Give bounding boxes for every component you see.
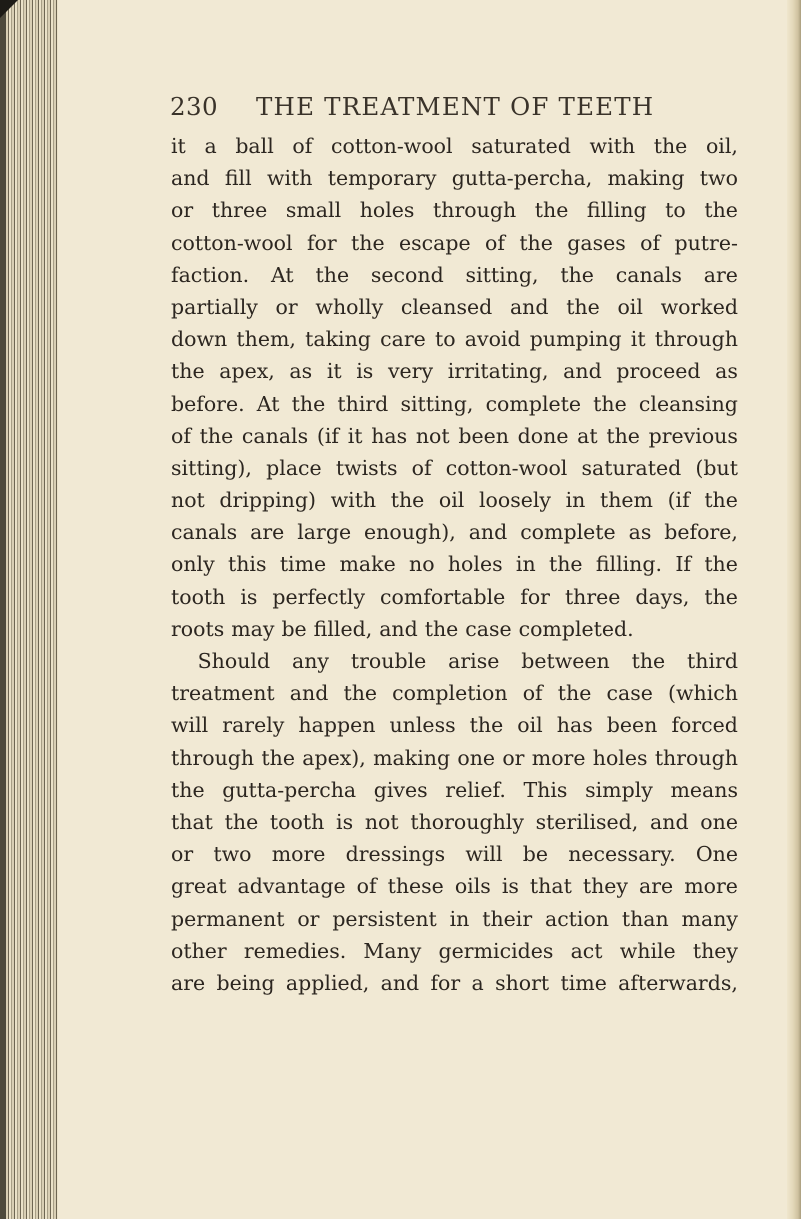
- word: enough),: [364, 520, 456, 545]
- word: comfortable: [380, 584, 506, 609]
- word: they: [692, 938, 738, 963]
- word: the: [171, 777, 205, 802]
- word: roots: [171, 616, 225, 641]
- word: it: [326, 359, 342, 384]
- word: time: [279, 552, 327, 577]
- word: making: [607, 166, 685, 191]
- word: time: [560, 970, 607, 995]
- word: unless: [389, 713, 456, 738]
- word: afterwards,: [618, 970, 738, 995]
- word: of: [292, 134, 313, 158]
- text-line: [171, 774, 738, 806]
- word: and: [468, 520, 508, 545]
- word: being: [216, 970, 275, 995]
- word: oil,: [705, 134, 738, 158]
- word: more: [271, 842, 326, 867]
- word: with: [330, 488, 377, 513]
- word: short: [495, 970, 550, 995]
- word: temporary: [327, 166, 437, 191]
- word: necessary.: [568, 842, 676, 867]
- word: it: [171, 134, 186, 158]
- word: worked: [660, 294, 738, 319]
- text-line: [171, 420, 738, 452]
- word: three: [211, 198, 268, 223]
- word: the: [351, 230, 385, 255]
- word: two: [213, 842, 252, 867]
- word: One: [695, 842, 738, 867]
- text-line: [171, 355, 738, 387]
- word: the: [560, 262, 594, 287]
- text-line: [171, 870, 738, 902]
- word: the: [704, 552, 738, 577]
- text-line: [171, 548, 738, 580]
- word: not: [171, 488, 205, 513]
- word: remedies.: [243, 938, 347, 963]
- binding-shadow: [0, 0, 6, 1219]
- word: three: [564, 584, 621, 609]
- word: and: [509, 294, 549, 319]
- word: is: [356, 359, 374, 384]
- word: the: [631, 649, 666, 673]
- word: their: [482, 906, 533, 931]
- page-number: 230: [170, 92, 218, 121]
- word: of: [522, 681, 543, 706]
- word: for: [430, 970, 461, 995]
- word: is: [240, 584, 258, 609]
- word: the: [390, 488, 425, 513]
- word: case: [606, 681, 653, 706]
- word: before,: [664, 520, 738, 545]
- text-line: [171, 677, 738, 709]
- word: for: [306, 230, 337, 255]
- word: holes: [592, 745, 648, 770]
- text-line: [171, 259, 738, 291]
- word: or: [171, 842, 194, 867]
- word: canals: [615, 262, 682, 287]
- word: a: [471, 970, 484, 995]
- word: has: [371, 423, 408, 448]
- word: them: [599, 488, 653, 513]
- word: gives: [373, 777, 428, 802]
- word: (if: [667, 488, 690, 513]
- word: cleansing: [638, 391, 738, 416]
- word: in: [565, 488, 586, 513]
- word: has: [556, 713, 593, 738]
- word: persistent: [332, 906, 437, 931]
- word: complete: [485, 391, 582, 416]
- corner-mark: [0, 0, 18, 18]
- word: and: [650, 809, 689, 834]
- word: gutta-percha,: [451, 166, 593, 191]
- text-line: [171, 227, 738, 259]
- text-line: [171, 581, 738, 613]
- word: the: [704, 584, 738, 609]
- word: relief.: [445, 777, 506, 802]
- word: irritating,: [447, 359, 549, 384]
- word: the: [704, 488, 738, 513]
- word: care: [380, 327, 426, 352]
- word: escape: [399, 230, 471, 255]
- word: they: [582, 874, 628, 899]
- word: dressings: [345, 842, 446, 867]
- word: of: [411, 455, 432, 480]
- word: small: [285, 198, 342, 223]
- word: make: [339, 552, 396, 577]
- word: holes: [447, 552, 503, 577]
- word: are: [639, 874, 674, 899]
- word: in: [515, 552, 536, 577]
- word: or: [275, 294, 298, 319]
- word: tooth: [171, 584, 226, 609]
- text-line: [171, 742, 738, 774]
- word: or: [297, 906, 320, 931]
- word: and: [563, 359, 602, 384]
- word: filled,: [313, 616, 373, 641]
- word: oil: [438, 488, 465, 513]
- word: (but: [695, 455, 738, 480]
- word: dripping): [219, 488, 316, 513]
- word: the: [343, 681, 378, 706]
- word: these: [387, 874, 444, 899]
- word: the: [606, 423, 640, 448]
- word: to: [665, 198, 686, 223]
- word: means: [670, 777, 738, 802]
- word: making: [373, 745, 451, 770]
- word: with: [589, 134, 636, 158]
- word: between: [521, 649, 610, 673]
- word: to: [434, 327, 456, 352]
- text-line: [171, 613, 738, 645]
- word: will: [171, 713, 209, 738]
- word: trouble: [350, 649, 427, 673]
- word: second: [370, 262, 444, 287]
- word: treatment: [171, 681, 275, 706]
- word: applied,: [285, 970, 370, 995]
- word: sitting),: [171, 455, 252, 480]
- word: the: [566, 294, 600, 319]
- text-line: [171, 484, 738, 516]
- word: filling.: [595, 552, 663, 577]
- word: is: [336, 809, 354, 834]
- word: germicides: [438, 938, 554, 963]
- word: not: [364, 809, 399, 834]
- word: than: [621, 906, 669, 931]
- text-line: [171, 645, 738, 677]
- word: perfectly: [272, 584, 366, 609]
- word: arise: [448, 649, 500, 673]
- word: at: [577, 423, 598, 448]
- word: been: [458, 423, 509, 448]
- word: gutta-percha: [222, 777, 357, 802]
- word: the: [424, 616, 459, 641]
- word: and: [379, 616, 418, 641]
- word: of: [171, 423, 191, 448]
- word: through: [654, 327, 738, 352]
- word: the: [548, 552, 583, 577]
- word: done: [517, 423, 569, 448]
- word: no: [409, 552, 435, 577]
- word: and: [171, 166, 210, 191]
- body-text: [171, 130, 738, 999]
- word: that: [171, 809, 213, 834]
- word: canals: [171, 520, 238, 545]
- word: the: [653, 134, 688, 158]
- word: forced: [671, 713, 738, 738]
- text-line: [171, 806, 738, 838]
- word: third: [337, 391, 389, 416]
- word: large: [297, 520, 352, 545]
- word: this: [227, 552, 267, 577]
- page-edge-left: [0, 0, 58, 1219]
- word: the: [291, 391, 326, 416]
- word: gases: [567, 230, 626, 255]
- word: that: [529, 874, 572, 899]
- text-line: [171, 838, 738, 870]
- word: pumping: [529, 327, 622, 352]
- word: of: [640, 230, 661, 255]
- word: it: [347, 423, 363, 448]
- word: loosely: [478, 488, 551, 513]
- word: apex),: [302, 745, 366, 770]
- word: oil: [517, 713, 543, 738]
- word: not: [415, 423, 450, 448]
- running-title: THE TREATMENT OF TEETH: [256, 92, 655, 121]
- word: or: [171, 198, 194, 223]
- word: putre-: [674, 230, 738, 255]
- text-line: [171, 291, 738, 323]
- text-line: [171, 935, 738, 967]
- word: advantage: [237, 874, 346, 899]
- word: are: [250, 520, 285, 545]
- word: while: [619, 938, 676, 963]
- word: the: [224, 809, 259, 834]
- word: place: [266, 455, 322, 480]
- word: cotton-wool: [445, 455, 568, 480]
- word: other: [171, 938, 227, 963]
- word: tooth: [269, 809, 325, 834]
- word: completion: [392, 681, 508, 706]
- word: thoroughly: [410, 809, 524, 834]
- word: are: [703, 262, 738, 287]
- word: or: [502, 745, 525, 770]
- word: action: [544, 906, 610, 931]
- text-line: [171, 452, 738, 484]
- word: been: [606, 713, 658, 738]
- word: it: [630, 327, 646, 352]
- word: any: [291, 649, 329, 673]
- word: permanent: [171, 906, 285, 931]
- word: sitting,: [400, 391, 474, 416]
- word: apex,: [219, 359, 275, 384]
- word: act: [570, 938, 603, 963]
- word: one: [700, 809, 738, 834]
- word: At: [256, 391, 280, 416]
- word: is: [501, 874, 519, 899]
- word: them,: [236, 327, 296, 352]
- word: (which: [667, 681, 738, 706]
- word: cotton-wool: [171, 230, 293, 255]
- word: be: [522, 842, 549, 867]
- word: as: [628, 520, 652, 545]
- word: proceed: [616, 359, 701, 384]
- text-line: [171, 903, 738, 935]
- word: through: [654, 745, 738, 770]
- word: more: [684, 874, 738, 899]
- word: through: [171, 745, 255, 770]
- text-line: [171, 967, 738, 999]
- word: the: [315, 262, 350, 287]
- word: ball: [235, 134, 274, 158]
- word: one: [457, 745, 496, 770]
- word: sitting,: [465, 262, 539, 287]
- word: (if: [316, 423, 339, 448]
- word: will: [465, 842, 503, 867]
- word: a: [204, 134, 217, 158]
- word: very: [387, 359, 434, 384]
- running-head: [170, 92, 730, 126]
- word: the: [469, 713, 504, 738]
- word: many: [681, 906, 738, 931]
- word: through: [433, 198, 517, 223]
- word: the: [261, 745, 295, 770]
- word: twists: [335, 455, 398, 480]
- word: taking: [305, 327, 371, 352]
- word: If: [675, 552, 692, 577]
- text-line: [171, 323, 738, 355]
- page-edge-right: [787, 0, 801, 1219]
- word: down: [171, 327, 228, 352]
- word: and: [380, 970, 420, 995]
- word: the: [704, 198, 738, 223]
- word: faction.: [171, 262, 250, 287]
- text-line: [171, 388, 738, 420]
- text-line: [171, 130, 738, 162]
- word: filling: [586, 198, 647, 223]
- word: great: [171, 874, 227, 899]
- word: and: [289, 681, 329, 706]
- word: the: [534, 198, 569, 223]
- word: sterilised,: [535, 809, 639, 834]
- word: the: [593, 391, 627, 416]
- word: only: [171, 552, 215, 577]
- word: with: [266, 166, 313, 191]
- word: for: [520, 584, 550, 609]
- word: may: [231, 616, 275, 641]
- word: the: [199, 423, 234, 448]
- text-line: [171, 709, 738, 741]
- word: as: [715, 359, 738, 384]
- text-line: [171, 516, 738, 548]
- word: saturated: [581, 455, 682, 480]
- word: cleansed: [400, 294, 493, 319]
- word: of: [356, 874, 377, 899]
- word: rarely: [222, 713, 285, 738]
- word: wholly: [315, 294, 384, 319]
- word: oil: [617, 294, 643, 319]
- word: the: [519, 230, 553, 255]
- word: canals: [241, 423, 309, 448]
- word: happen: [298, 713, 376, 738]
- word: partially: [171, 294, 258, 319]
- text-line: [171, 162, 738, 194]
- word: as: [289, 359, 313, 384]
- word: oils: [454, 874, 491, 899]
- word: more: [531, 745, 586, 770]
- word: At: [270, 262, 294, 287]
- word: complete: [520, 520, 616, 545]
- word: This: [523, 777, 568, 802]
- text-line: [171, 194, 738, 226]
- word: are: [171, 970, 206, 995]
- word: third: [687, 649, 738, 673]
- word: simply: [585, 777, 653, 802]
- word: saturated: [471, 134, 571, 158]
- word: fill: [224, 166, 252, 191]
- word: completed.: [518, 616, 634, 641]
- word: two: [699, 166, 738, 191]
- word: be: [281, 616, 307, 641]
- word: previous: [648, 423, 738, 448]
- word: case: [465, 616, 512, 641]
- word: avoid: [464, 327, 521, 352]
- word: the: [171, 359, 205, 384]
- word: Should: [197, 649, 271, 673]
- word: cotton-wool: [331, 134, 453, 158]
- word: holes: [359, 198, 415, 223]
- word: in: [449, 906, 470, 931]
- word: of: [485, 230, 505, 255]
- word: Many: [363, 938, 422, 963]
- word: before.: [171, 391, 245, 416]
- word: the: [557, 681, 592, 706]
- word: days,: [635, 584, 690, 609]
